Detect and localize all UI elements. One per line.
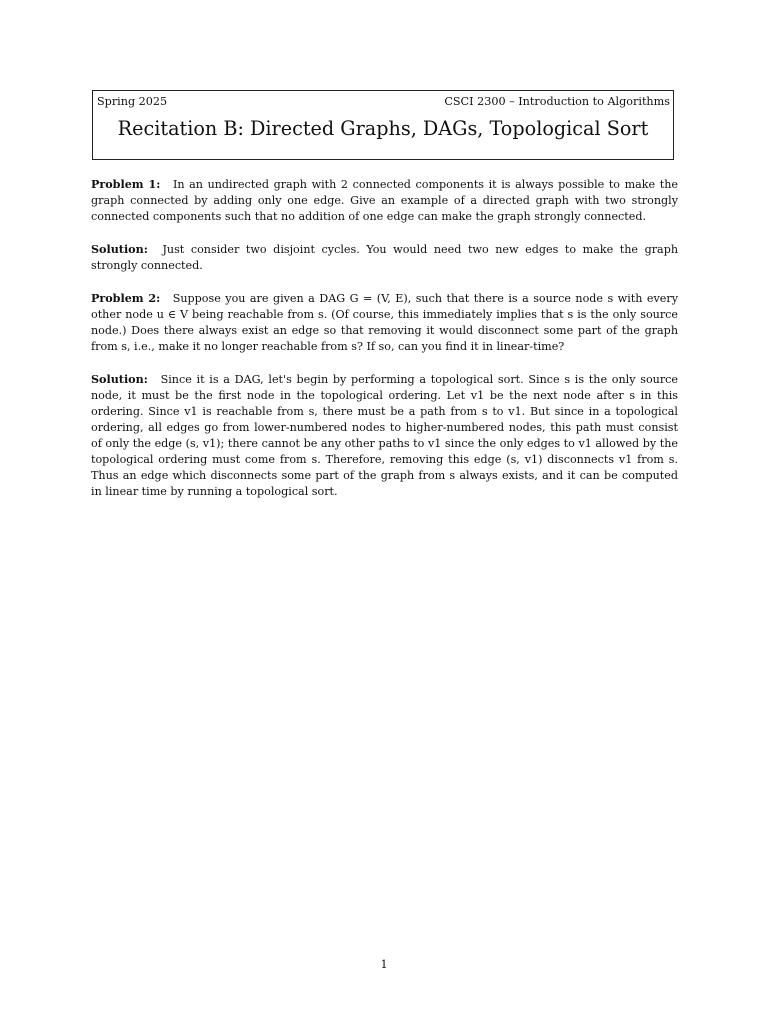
section-text: In an undirected graph with 2 connected components it is always possible to make the graph connected by adding only one edge. Give an example of a directed graph with two strongly connected components such that no addition of one edge can make the graph strongly connected. bbox=[91, 178, 678, 223]
section-label: Problem 2: bbox=[91, 292, 161, 305]
course-label: CSCI 2300 – Introduction to Algorithms bbox=[444, 95, 670, 108]
section-text: Just consider two disjoint cycles. You would need two new edges to make the graph strongly connected. bbox=[91, 243, 679, 272]
solution-2 bbox=[91, 372, 678, 500]
page-number: 1 bbox=[380, 958, 388, 971]
page-title: Recitation B: Directed Graphs, DAGs, Topological Sort bbox=[117, 117, 649, 140]
section-label: Solution: bbox=[91, 243, 148, 256]
problem-1 bbox=[91, 177, 678, 225]
header-box bbox=[92, 90, 674, 160]
section-label: Solution: bbox=[91, 373, 148, 386]
solution-1 bbox=[91, 242, 678, 274]
problem-2 bbox=[91, 291, 678, 355]
document-body bbox=[91, 177, 678, 517]
section-text: Suppose you are given a DAG G = (V, E), such that there is a source node s with every other node u ∈ V being reachable from s. (Of course, this immediately implies that s is the only source node.) Does there always exist an edge so that removing it would disconnect some part of the graph from s, i.e., make it no longer reachable from s? If so, can you find it in linear-time? bbox=[91, 292, 678, 353]
section-text: Since it is a DAG, let's begin by performing a topological sort. Since s is the only source node, it must be the first node in the topological ordering. Let v1 be the next node after s in this ordering. Since v1 is reachable from s, there must be a path from s to v1. But since in a topological ordering, all edges go from lower-numbered nodes to higher-numbered nodes, this path must consist of only the edge (s, v1); there cannot be any other paths to v1 since the only edges to v1 allowed by the topological ordering must come from s. Therefore, removing this edge (s, v1) disconnects v1 from s. Thus an edge which disconnects some part of the graph from s always exists, and it can be computed in linear time by running a topological sort. bbox=[91, 373, 678, 498]
section-label: Problem 1: bbox=[91, 178, 161, 191]
header-top-row bbox=[93, 91, 673, 109]
term-label: Spring 2025 bbox=[97, 95, 168, 108]
